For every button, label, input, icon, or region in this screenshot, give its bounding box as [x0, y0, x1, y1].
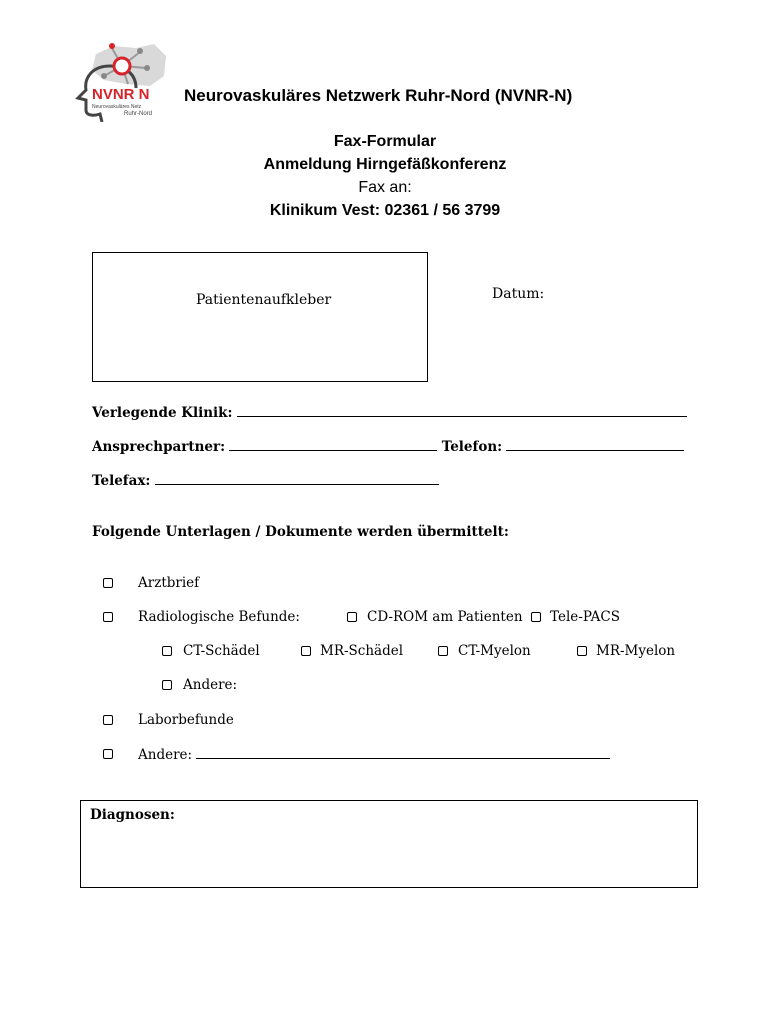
logo-subtext-region: Ruhr-Nord: [124, 111, 153, 117]
andere-row: [138, 746, 610, 763]
phone-field[interactable]: [506, 438, 684, 451]
phone-label: Telefon:: [441, 439, 503, 455]
cdrom-label: CD-ROM am Patienten: [367, 609, 523, 625]
logo-subtext: Neurovaskuläres Netz: [92, 104, 142, 110]
documents-section-title: Folgende Unterlagen / Dokumente werden übermittelt:: [92, 524, 509, 540]
org-title: Neurovaskuläres Netzwerk Ruhr-Nord (NVNR-N): [184, 86, 573, 105]
mr-schaedel-label: MR-Schädel: [320, 643, 404, 659]
date-label: Datum:: [492, 286, 545, 302]
andere-radiologie-label: Andere:: [183, 677, 238, 693]
fax-row: [92, 472, 439, 489]
clinic-label: Verlegende Klinik:: [92, 405, 233, 421]
andere-field[interactable]: [196, 746, 610, 759]
andere-checkbox[interactable]: [103, 749, 113, 759]
radiologie-label: Radiologische Befunde:: [138, 609, 300, 625]
clinic-field[interactable]: [237, 404, 687, 417]
ct-schaedel-label: CT-Schädel: [183, 643, 260, 659]
form-subtitle: Anmeldung Hirngefäßkonferenz: [263, 156, 507, 173]
ct-myelon-checkbox[interactable]: [438, 646, 448, 656]
andere-label: Andere:: [138, 747, 193, 763]
fax-to-label: Fax an:: [358, 179, 412, 196]
fax-number: Klinikum Vest: 02361 / 56 3799: [269, 202, 501, 219]
fax-field[interactable]: [155, 472, 439, 485]
labor-label: Laborbefunde: [138, 712, 234, 728]
fax-label: Telefax:: [92, 473, 151, 489]
ct-myelon-label: CT-Myelon: [458, 643, 531, 659]
form-header: [0, 130, 770, 222]
clinic-row: [92, 404, 687, 421]
logo-text: NVNR N: [92, 86, 150, 103]
ct-schaedel-checkbox[interactable]: [162, 646, 172, 656]
nvnr-logo: [66, 36, 176, 122]
diagnosis-label: Diagnosen:: [90, 807, 175, 823]
telepacs-label: Tele-PACS: [550, 609, 620, 625]
patient-sticker-box[interactable]: [92, 252, 428, 382]
mr-myelon-label: MR-Myelon: [596, 643, 676, 659]
form-title: Fax-Formular: [333, 133, 437, 150]
telepacs-checkbox[interactable]: [531, 612, 541, 622]
contact-row: [92, 438, 684, 455]
contact-field[interactable]: [229, 438, 437, 451]
arztbrief-checkbox[interactable]: [103, 578, 113, 588]
mr-myelon-checkbox[interactable]: [577, 646, 587, 656]
mr-schaedel-checkbox[interactable]: [301, 646, 311, 656]
contact-label: Ansprechpartner:: [92, 439, 226, 455]
cdrom-checkbox[interactable]: [347, 612, 357, 622]
radiologie-checkbox[interactable]: [103, 612, 113, 622]
andere-radiologie-checkbox[interactable]: [162, 680, 172, 690]
patient-sticker-label: Patientenaufkleber: [196, 292, 332, 308]
arztbrief-label: Arztbrief: [138, 575, 200, 591]
labor-checkbox[interactable]: [103, 715, 113, 725]
